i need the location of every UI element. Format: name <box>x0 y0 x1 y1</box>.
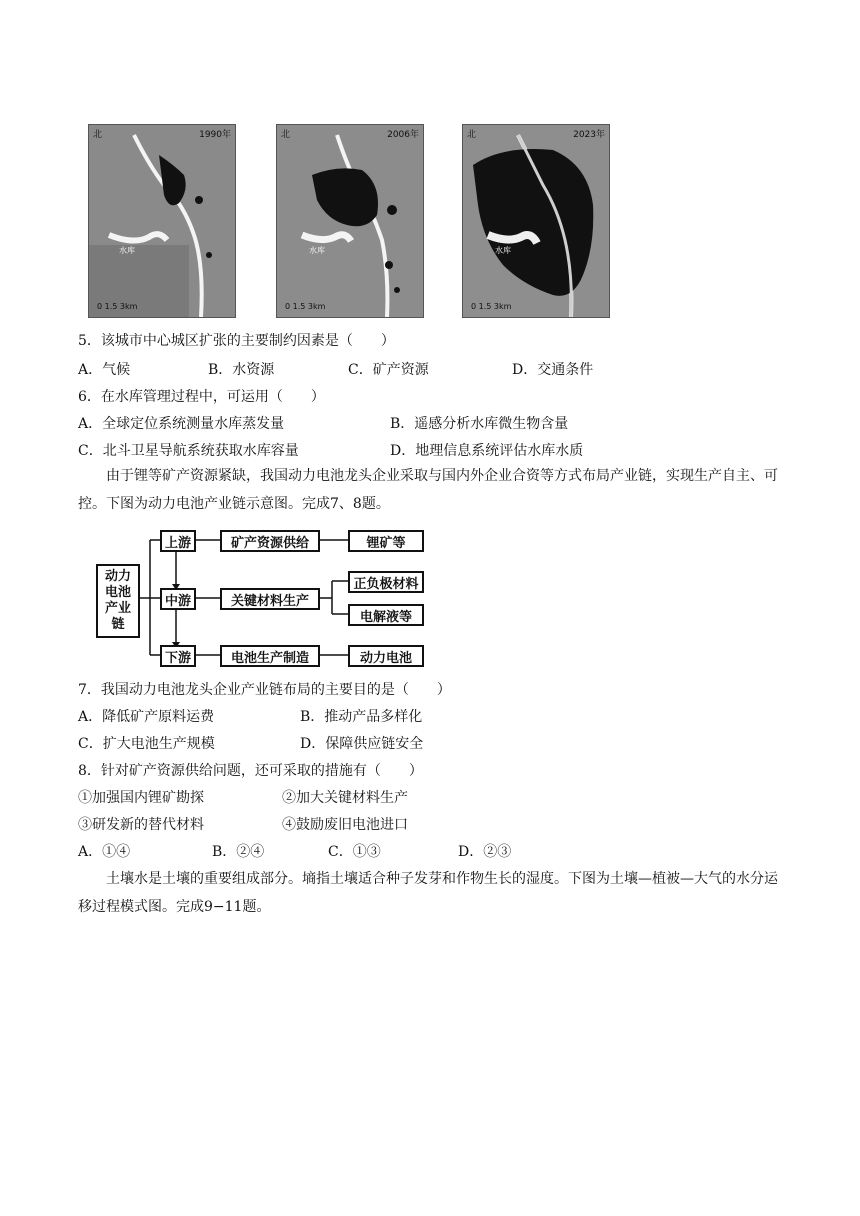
map-year: 1990年 <box>199 130 231 140</box>
q8-item-2: ②加大关键材料生产 <box>282 790 408 806</box>
q8-option-b: B．②④ <box>212 844 265 860</box>
north-label: 北 <box>281 130 291 140</box>
process-mineral-supply: 矿产资源供给 <box>220 530 320 552</box>
q8-stem: 8．针对矿产资源供给问题，还可采取的措施有（ ） <box>78 763 423 779</box>
map-year: 2023年 <box>573 130 605 140</box>
q8-item-3: ③研发新的替代材料 <box>78 817 204 833</box>
q5-stem: 5．该城市中心城区扩张的主要制约因素是（ ） <box>78 333 395 349</box>
north-label: 北 <box>93 130 103 140</box>
map-1990 <box>88 124 236 318</box>
output-electrolyte: 电解液等 <box>348 604 424 626</box>
reservoir-label: 水库 <box>495 246 511 255</box>
q5-option-a: A．气候 <box>78 362 131 378</box>
process-battery-manufacturing: 电池生产制造 <box>220 645 320 667</box>
q8-option-c: C．①③ <box>328 844 381 860</box>
output-lithium-ore: 锂矿等 <box>348 530 424 552</box>
q5-option-d: D．交通条件 <box>512 362 594 378</box>
map-year: 2006年 <box>387 130 419 140</box>
q5-option-c: C．矿产资源 <box>348 362 429 378</box>
q6-option-d: D．地理信息系统评估水库水质 <box>390 443 584 459</box>
industry-chain-diagram <box>92 524 432 670</box>
stage-upstream: 上游 <box>160 530 196 552</box>
q6-option-a: A．全球定位系统测量水库蒸发量 <box>78 416 285 432</box>
q7-option-d: D．保障供应链安全 <box>300 736 424 752</box>
north-label: 北 <box>467 130 477 140</box>
map-2023 <box>462 124 610 318</box>
chain-root-box <box>96 564 140 638</box>
scale-bar: 0 1.5 3km <box>471 302 512 311</box>
q7-option-a: A．降低矿产原料运费 <box>78 709 215 725</box>
stage-midstream: 中游 <box>160 588 196 610</box>
q8-item-4: ④鼓励废旧电池进口 <box>282 817 408 833</box>
intro-paragraph-9-11: 土壤水是土壤的重要组成部分。墒指土壤适合种子发芽和作物生长的湿度。下图为土壤—植被—大气的水分运移过程模式图。完成9−11题。 <box>78 871 778 915</box>
chain-root-label: 动力电池产业链 <box>104 569 131 632</box>
intro-paragraph-7-8: 由于锂等矿产资源紧缺，我国动力电池龙头企业采取与国内外企业合资等方式布局产业链，实现生产自主、可控。下图为动力电池产业链示意图。完成7、8题。 <box>78 468 778 512</box>
q6-option-b: B．遥感分析水库微生物含量 <box>390 416 569 432</box>
output-power-battery: 动力电池 <box>348 645 424 667</box>
scale-bar: 0 1.5 3km <box>97 302 138 311</box>
q7-stem: 7．我国动力电池龙头企业产业链布局的主要目的是（ ） <box>78 682 451 698</box>
reservoir-label: 水库 <box>309 246 325 255</box>
q7-option-b: B．推动产品多样化 <box>300 709 423 725</box>
q8-option-a: A．①④ <box>78 844 131 860</box>
q5-option-b: B．水资源 <box>208 362 275 378</box>
q8-option-d: D．②③ <box>458 844 512 860</box>
q6-stem: 6．在水库管理过程中，可运用（ ） <box>78 389 325 405</box>
q8-item-1: ①加强国内锂矿勘探 <box>78 790 204 806</box>
q7-option-c: C．扩大电池生产规模 <box>78 736 215 752</box>
map-2006 <box>276 124 424 318</box>
scale-bar: 0 1.5 3km <box>285 302 326 311</box>
output-electrode-materials: 正负极材料 <box>348 571 424 593</box>
reservoir-label: 水库 <box>119 246 135 255</box>
process-key-materials: 关键材料生产 <box>220 588 320 610</box>
q6-option-c: C．北斗卫星导航系统获取水库容量 <box>78 443 299 459</box>
stage-downstream: 下游 <box>160 645 196 667</box>
